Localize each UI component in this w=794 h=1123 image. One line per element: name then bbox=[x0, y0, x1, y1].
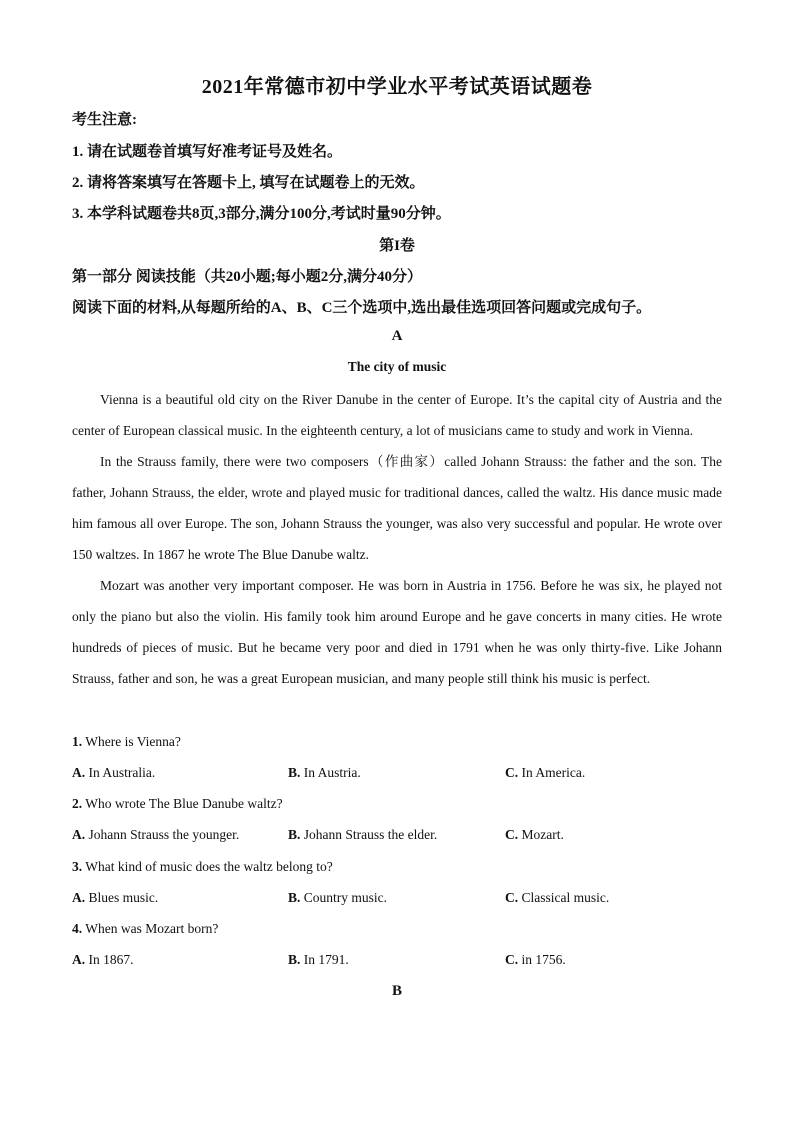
question-text: When was Mozart born? bbox=[85, 921, 219, 936]
paragraph: In the Strauss family, there were two composers（作曲家）called Johann Strauss: the father and the son. The father, Johann Strauss, the elder, wrote and played music for traditional dances, called the waltz. His dance music made him famous all over Europe. The son, Johann Strauss the younger, was also very successful and popular. He wrote over 150 waltzes. In 1867 he wrote The Blue Danube waltz. bbox=[72, 454, 722, 562]
option-b: B. Country music. bbox=[288, 890, 388, 905]
notice-item: 2. 请将答案填写在答题卡上, 填写在试题卷上的无效。 bbox=[72, 175, 425, 191]
section-a-letter: A bbox=[391, 328, 403, 344]
question-text: What kind of music does the waltz belong to? bbox=[85, 859, 333, 874]
notice-item: 1. 请在试题卷首填写好准考证号及姓名。 bbox=[72, 144, 343, 160]
notice-heading: 考生注意: bbox=[72, 112, 137, 128]
option-b: B. In Austria. bbox=[288, 765, 361, 780]
exam-title: 2021年常德市初中学业水平考试英语试题卷 bbox=[201, 76, 593, 98]
question bbox=[72, 859, 333, 875]
question-text: Where is Vienna? bbox=[85, 734, 181, 749]
part1-instruction: 阅读下面的材料,从每题所给的A、B、C三个选项中,选出最佳选项回答问题或完成句子。 bbox=[72, 300, 652, 316]
passage-body bbox=[72, 384, 722, 694]
option-c: C. Mozart. bbox=[505, 827, 564, 842]
option-b: B. In 1791. bbox=[288, 952, 349, 967]
option-c: C. In America. bbox=[505, 765, 586, 780]
option-c: C. Classical music. bbox=[505, 890, 610, 905]
part1-heading: 第一部分 阅读技能（共20小题;每小题2分,满分40分） bbox=[72, 269, 422, 285]
question bbox=[72, 734, 181, 750]
question-number: 2. bbox=[72, 796, 83, 811]
option-c: C. in 1756. bbox=[505, 952, 566, 967]
question-number: 1. bbox=[72, 734, 83, 749]
option-a: A. In Australia. bbox=[72, 765, 156, 780]
question-number: 3. bbox=[72, 859, 83, 874]
paragraph: Vienna is a beautiful old city on the River Danube in the center of Europe. It’s the capital city of Austria and the center of European classical music. In the eighteenth century, a lot of musicians came to study and work in Vienna. bbox=[72, 392, 722, 438]
option-a: A. Blues music. bbox=[72, 890, 159, 905]
question-number: 4. bbox=[72, 921, 83, 936]
option-a: A. Johann Strauss the younger. bbox=[72, 827, 240, 842]
question bbox=[72, 796, 283, 812]
paragraph: Mozart was another very important composer. He was born in Austria in 1756. Before he was six, he played not only the piano but also the violin. His family took him around Europe and he gave concerts in many cities. He wrote hundreds of pieces of music. But he became very poor and died in 1791 when he was only thirty-five. Like Johann Strauss, father and son, he was a great European musician, and many people still think his music is perfect. bbox=[72, 578, 722, 686]
section-b-letter: B bbox=[391, 983, 402, 999]
question-text: Who wrote The Blue Danube waltz? bbox=[85, 796, 283, 811]
passage-title: The city of music bbox=[347, 359, 447, 374]
question bbox=[72, 921, 218, 937]
volume-heading: 第I卷 bbox=[379, 238, 415, 254]
option-b: B. Johann Strauss the elder. bbox=[288, 827, 438, 842]
option-a: A. In 1867. bbox=[72, 952, 134, 967]
notice-item: 3. 本学科试题卷共8页,3部分,满分100分,考试时量90分钟。 bbox=[72, 206, 451, 222]
